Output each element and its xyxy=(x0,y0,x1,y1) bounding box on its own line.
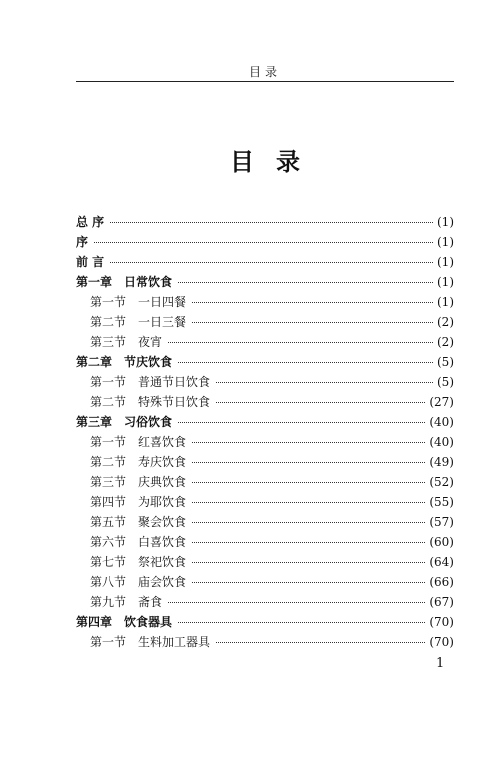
dot-leader xyxy=(192,441,425,443)
toc-entry-title: 前 言 xyxy=(76,255,105,269)
toc-entry[interactable] xyxy=(76,432,454,452)
toc-entry-number: 第三章 xyxy=(76,415,113,429)
toc-entry-page: (70) xyxy=(429,615,454,629)
toc-entry-number: 第四节 xyxy=(90,495,127,509)
page-title: 目录 xyxy=(230,147,322,176)
toc-entry-number: 第一节 xyxy=(90,435,127,449)
toc-entry-number: 第一节 xyxy=(90,375,127,389)
toc-entry[interactable] xyxy=(76,472,454,492)
toc-entry-title: 日常饮食 xyxy=(124,275,173,289)
dot-leader xyxy=(110,261,433,263)
toc-entry-number: 第二节 xyxy=(90,315,127,329)
toc-entry-page: (57) xyxy=(429,515,454,529)
toc-entry-title: 白喜饮食 xyxy=(138,535,187,549)
toc-entry[interactable] xyxy=(76,312,454,332)
toc-entry-title: 一日三餐 xyxy=(138,315,187,329)
toc-entry-page: (1) xyxy=(437,295,454,309)
toc-entry-page: (64) xyxy=(429,555,454,569)
toc-entry-title: 寿庆饮食 xyxy=(138,455,187,469)
toc-entry[interactable] xyxy=(76,632,454,652)
toc-entry-title: 习俗饮食 xyxy=(124,415,173,429)
toc-entry-number: 第五节 xyxy=(90,515,127,529)
toc-entry-page: (52) xyxy=(429,475,454,489)
toc-entry[interactable] xyxy=(76,292,454,312)
toc-entry-number: 第九节 xyxy=(90,595,127,609)
toc-entry-number: 第六节 xyxy=(90,535,127,549)
dot-leader xyxy=(178,281,433,283)
toc-entry-page: (67) xyxy=(429,595,454,609)
toc-entry-number: 第二节 xyxy=(90,455,127,469)
toc-entry-title: 节庆饮食 xyxy=(124,355,173,369)
toc-entry-number: 第三节 xyxy=(90,475,127,489)
dot-leader xyxy=(192,301,433,303)
toc-entry-page: (5) xyxy=(437,375,454,389)
toc-entry-page: (27) xyxy=(429,395,454,409)
toc-entry[interactable] xyxy=(76,532,454,552)
toc-entry-page: (1) xyxy=(437,235,454,249)
toc-entry[interactable] xyxy=(76,252,454,272)
toc-entry-title: 为耶饮食 xyxy=(138,495,187,509)
toc-entry-page: (1) xyxy=(437,215,454,229)
dot-leader xyxy=(178,621,425,623)
toc-entry-title: 序 xyxy=(76,235,89,249)
dot-leader xyxy=(192,541,425,543)
toc-entry-title: 总 序 xyxy=(76,215,105,229)
toc-entry[interactable] xyxy=(76,452,454,472)
dot-leader xyxy=(192,521,425,523)
toc-entry-title: 聚会饮食 xyxy=(138,515,187,529)
dot-leader xyxy=(94,241,433,243)
dot-leader xyxy=(216,381,433,383)
toc-entry-page: (70) xyxy=(429,635,454,649)
toc-entry[interactable] xyxy=(76,612,454,632)
toc-entry-number: 第四章 xyxy=(76,615,113,629)
toc-entry-title: 夜宵 xyxy=(138,335,163,349)
toc-entry-number: 第一节 xyxy=(90,295,127,309)
toc-entry-title: 庆典饮食 xyxy=(138,475,187,489)
toc-entry[interactable] xyxy=(76,412,454,432)
toc-entry-title: 庙会饮食 xyxy=(138,575,187,589)
toc-entry-title: 一日四餐 xyxy=(138,295,187,309)
toc-entry[interactable] xyxy=(76,392,454,412)
toc-entry[interactable] xyxy=(76,512,454,532)
toc-entry-title: 特殊节日饮食 xyxy=(138,395,211,409)
toc-entry[interactable] xyxy=(76,212,454,232)
dot-leader xyxy=(168,341,433,343)
toc-entry-title: 红喜饮食 xyxy=(138,435,187,449)
toc-entry-page: (1) xyxy=(437,275,454,289)
dot-leader xyxy=(192,321,433,323)
toc-entry-title: 祭祀饮食 xyxy=(138,555,187,569)
dot-leader xyxy=(178,421,425,423)
toc-entry[interactable] xyxy=(76,232,454,252)
dot-leader xyxy=(192,481,425,483)
toc-entry-page: (49) xyxy=(429,455,454,469)
running-head: 目录 xyxy=(248,65,281,79)
toc-entry-page: (2) xyxy=(437,315,454,329)
toc-entry[interactable] xyxy=(76,332,454,352)
table-of-contents xyxy=(76,212,454,652)
dot-leader xyxy=(192,501,425,503)
dot-leader xyxy=(192,461,425,463)
toc-entry-number: 第八节 xyxy=(90,575,127,589)
toc-entry-number: 第二章 xyxy=(76,355,113,369)
toc-entry[interactable] xyxy=(76,372,454,392)
header-rule xyxy=(76,81,454,82)
toc-entry-number: 第七节 xyxy=(90,555,127,569)
toc-entry-number: 第二节 xyxy=(90,395,127,409)
toc-entry-number: 第一节 xyxy=(90,635,127,649)
toc-entry[interactable] xyxy=(76,352,454,372)
toc-entry[interactable] xyxy=(76,572,454,592)
toc-entry-page: (55) xyxy=(429,495,454,509)
toc-entry[interactable] xyxy=(76,552,454,572)
dot-leader xyxy=(110,221,433,223)
toc-entry-page: (5) xyxy=(437,355,454,369)
toc-entry-page: (1) xyxy=(437,255,454,269)
toc-entry-title: 斋食 xyxy=(138,595,163,609)
toc-entry[interactable] xyxy=(76,592,454,612)
toc-entry-page: (40) xyxy=(429,415,454,429)
toc-entry-page: (66) xyxy=(429,575,454,589)
dot-leader xyxy=(178,361,433,363)
dot-leader xyxy=(192,581,425,583)
toc-entry-page: (2) xyxy=(437,335,454,349)
dot-leader xyxy=(216,641,425,643)
dot-leader xyxy=(192,561,425,563)
toc-entry[interactable] xyxy=(76,272,454,292)
toc-entry-title: 生料加工器具 xyxy=(138,635,211,649)
toc-entry-title: 饮食器具 xyxy=(124,615,173,629)
toc-entry-number: 第一章 xyxy=(76,275,113,289)
page-number: 1 xyxy=(436,656,445,671)
toc-entry-number: 第三节 xyxy=(90,335,127,349)
dot-leader xyxy=(216,401,425,403)
toc-entry-page: (60) xyxy=(429,535,454,549)
toc-entry-page: (40) xyxy=(429,435,454,449)
toc-entry-title: 普通节日饮食 xyxy=(138,375,211,389)
dot-leader xyxy=(168,601,425,603)
toc-entry[interactable] xyxy=(76,492,454,512)
